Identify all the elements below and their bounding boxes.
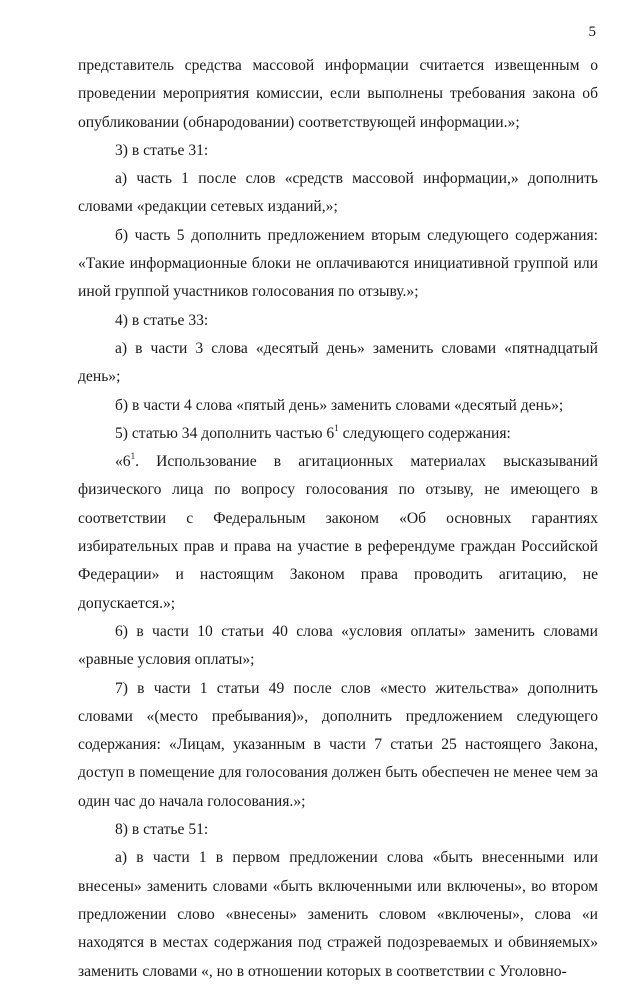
paragraph-item-4b: б) в части 4 слова «пятый день» заменить словами «десятый день»; [115, 396, 564, 414]
paragraph-item-3: 3) в статье 31: [115, 141, 209, 159]
paragraph-intro-continuation: представитель средства массовой информации считается извещенным о проведении мероприятия комиссии, если выполнены требования закона об опубликовании (обнародовании) соответствующей информации.»; [78, 57, 598, 131]
superscript: 1 [334, 422, 339, 433]
paragraph-item-3b: б) часть 5 дополнить предложением вторым следующего содержания: «Такие информационные блоки не оплачиваются инициативной группой или иной группой участников голосования по отзыву.»; [78, 226, 598, 301]
text-segment: . Использование в агитационных материалах высказываний физического лица по вопросу голосования по отзыву, не имеющего в соответствии с Федеральным законом «Об основных гарантиях избирательных прав и права на участие в референдуме граждан Российской Федерации» и настоящим Законом права проводить агитацию, не допускается.»; [78, 453, 598, 612]
paragraph-item-5 [78, 420, 598, 448]
paragraph-item-4a: а) в части 3 слова «десятый день» заменить словами «пятнадцатый день»; [78, 339, 598, 386]
paragraph-item-4: 4) в статье 33: [115, 311, 209, 329]
paragraph-item-7: 7) в части 1 статьи 49 после слов «место жительства» дополнить словами «(место пребывания)», дополнить предложением следующего содержания: «Лицам, указанным в части 7 статьи 25 настоящего Закона, доступ в помещение для голосования должен быть обеспечен не менее чем за один час до начала голосования.»; [78, 679, 598, 810]
paragraph-quote-6-1 [78, 448, 598, 618]
text-segment: «6 [115, 453, 131, 471]
document-body [78, 52, 598, 986]
text-segment: следующего содержания: [338, 424, 511, 442]
paragraph-item-8: 8) в статье 51: [115, 821, 209, 839]
paragraph-item-8a: а) в части 1 в первом предложении слова «быть внесенными или внесены» заменить словами «быть включенными или включены», во втором предложении слово «внесены» заменить словом «включены», слова «и находятся в местах содержания под стражей подозреваемых и обвиняемых» заменить словами «, но в отношении которых в соответствии с Уголовно- [78, 849, 598, 980]
text-segment: 5) статью 34 дополнить частью 6 [115, 424, 335, 442]
superscript: 1 [130, 450, 136, 461]
paragraph-item-3a: а) часть 1 после слов «средств массовой информации,» дополнить словами «редакции сетевых изданий,»; [78, 170, 598, 216]
page-number: 5 [588, 24, 596, 40]
paragraph-item-6: 6) в части 10 статьи 40 слова «условия оплаты» заменить словами «равные условия оплаты»; [78, 622, 598, 669]
